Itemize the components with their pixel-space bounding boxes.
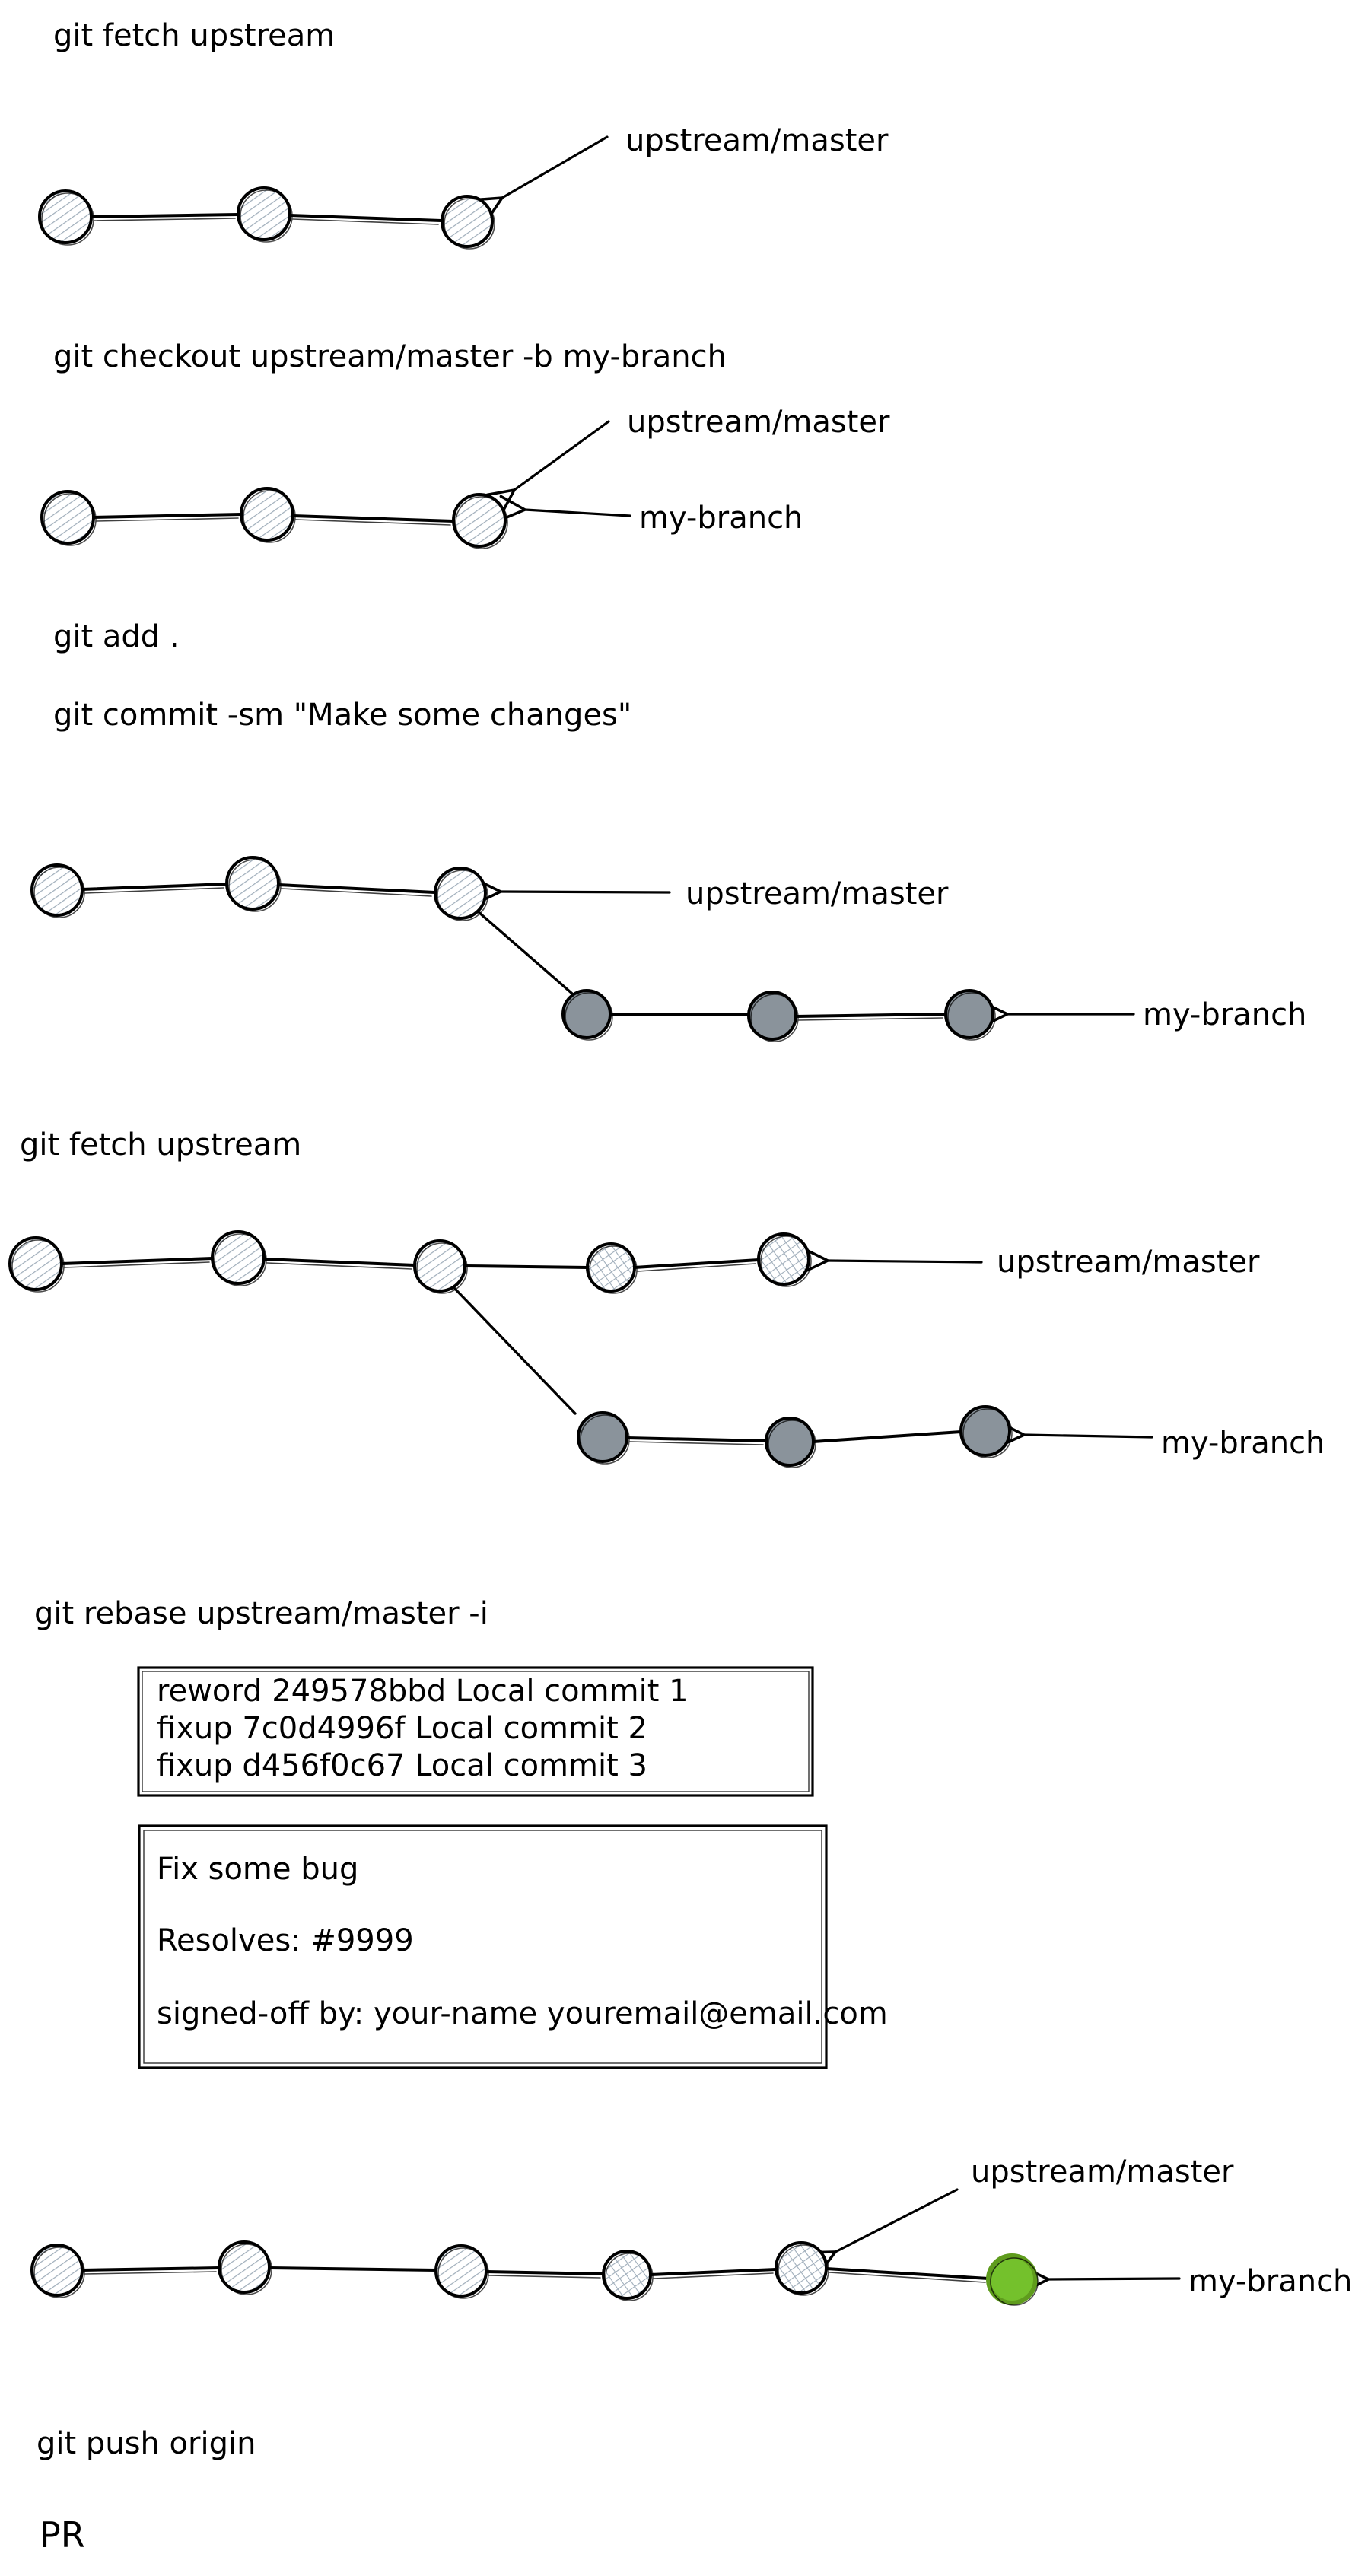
command-fetch-1: git fetch upstream	[53, 18, 336, 53]
branch-label-my-branch-4: my-branch	[1188, 2264, 1352, 2299]
label-arrow-upstream-master-4	[828, 1261, 981, 1262]
commit-edge	[91, 215, 238, 217]
branch-label-upstream-master-2: upstream/master	[627, 405, 890, 440]
commit-edge	[269, 2268, 436, 2270]
command-checkout: git checkout upstream/master -b my-branch	[53, 339, 727, 374]
branch-fork-edge	[478, 911, 572, 994]
rebase-todo-line-3: fixup d456f0c67 Local commit 3	[157, 1748, 647, 1783]
branch-label-upstream-master-5: upstream/master	[971, 2155, 1234, 2190]
commit-edge-sketch	[97, 518, 238, 521]
commit-edge-sketch	[489, 2275, 600, 2278]
branch-label-upstream-master-4: upstream/master	[997, 1245, 1260, 1280]
rebase-todo-box	[138, 1668, 813, 1795]
rebase-todo-line-1: reword 249578bbd Local commit 1	[157, 1674, 689, 1709]
branch-label-upstream-master-3: upstream/master	[686, 876, 949, 911]
commit-message-line-1: Fix some bug	[157, 1852, 359, 1887]
commit-edge	[82, 2268, 219, 2270]
pr-label: PR	[40, 2514, 85, 2555]
commit-message-line-3: signed-off by: your-name youremail@email.com	[157, 1996, 888, 2031]
commit-edge-sketch	[630, 1442, 763, 1445]
commit-row-2	[42, 488, 507, 549]
commit-edge	[94, 514, 241, 517]
label-arrow-upstream-master-5	[835, 2190, 957, 2252]
commit-edge	[813, 1432, 961, 1442]
commit-message-box	[139, 1826, 888, 2068]
commit-row-1	[40, 188, 495, 249]
label-arrow-upstream-master-1	[502, 137, 607, 198]
branch-fork-edge	[455, 1289, 575, 1414]
commit-graph-4	[10, 1232, 1012, 1468]
command-fetch-2: git fetch upstream	[20, 1127, 302, 1162]
branch-label-my-branch-2: my-branch	[1143, 997, 1307, 1032]
commit-edge-sketch	[799, 1018, 943, 1020]
rebase-todo-line-2: fixup 7c0d4996f Local commit 2	[157, 1711, 647, 1746]
branch-label-my-branch-3: my-branch	[1161, 1426, 1325, 1461]
branch-label-my-branch-1: my-branch	[639, 501, 803, 536]
branch-label-upstream-master-1: upstream/master	[625, 123, 889, 158]
commit-edge	[635, 1260, 759, 1267]
commit-edge	[486, 2272, 603, 2274]
commit-edge	[796, 1014, 946, 1016]
command-rebase: git rebase upstream/master -i	[34, 1596, 488, 1631]
command-add: git add .	[53, 619, 180, 654]
commit-message-line-2: Resolves: #9999	[157, 1923, 414, 1958]
commit-edge	[278, 885, 434, 892]
commit-row-5	[32, 2242, 1038, 2305]
commit-edge-sketch	[85, 2272, 216, 2274]
command-push: git push origin	[37, 2426, 256, 2461]
label-arrow-my-branch-1	[525, 510, 630, 516]
commit-edge	[627, 1438, 766, 1441]
command-commit: git commit -sm "Make some changes"	[53, 698, 632, 733]
label-arrow-upstream-master-2	[514, 421, 609, 490]
label-arrow-my-branch-3	[1024, 1435, 1152, 1437]
commit-edge-sketch	[94, 218, 235, 221]
commit-edge	[465, 1266, 587, 1267]
